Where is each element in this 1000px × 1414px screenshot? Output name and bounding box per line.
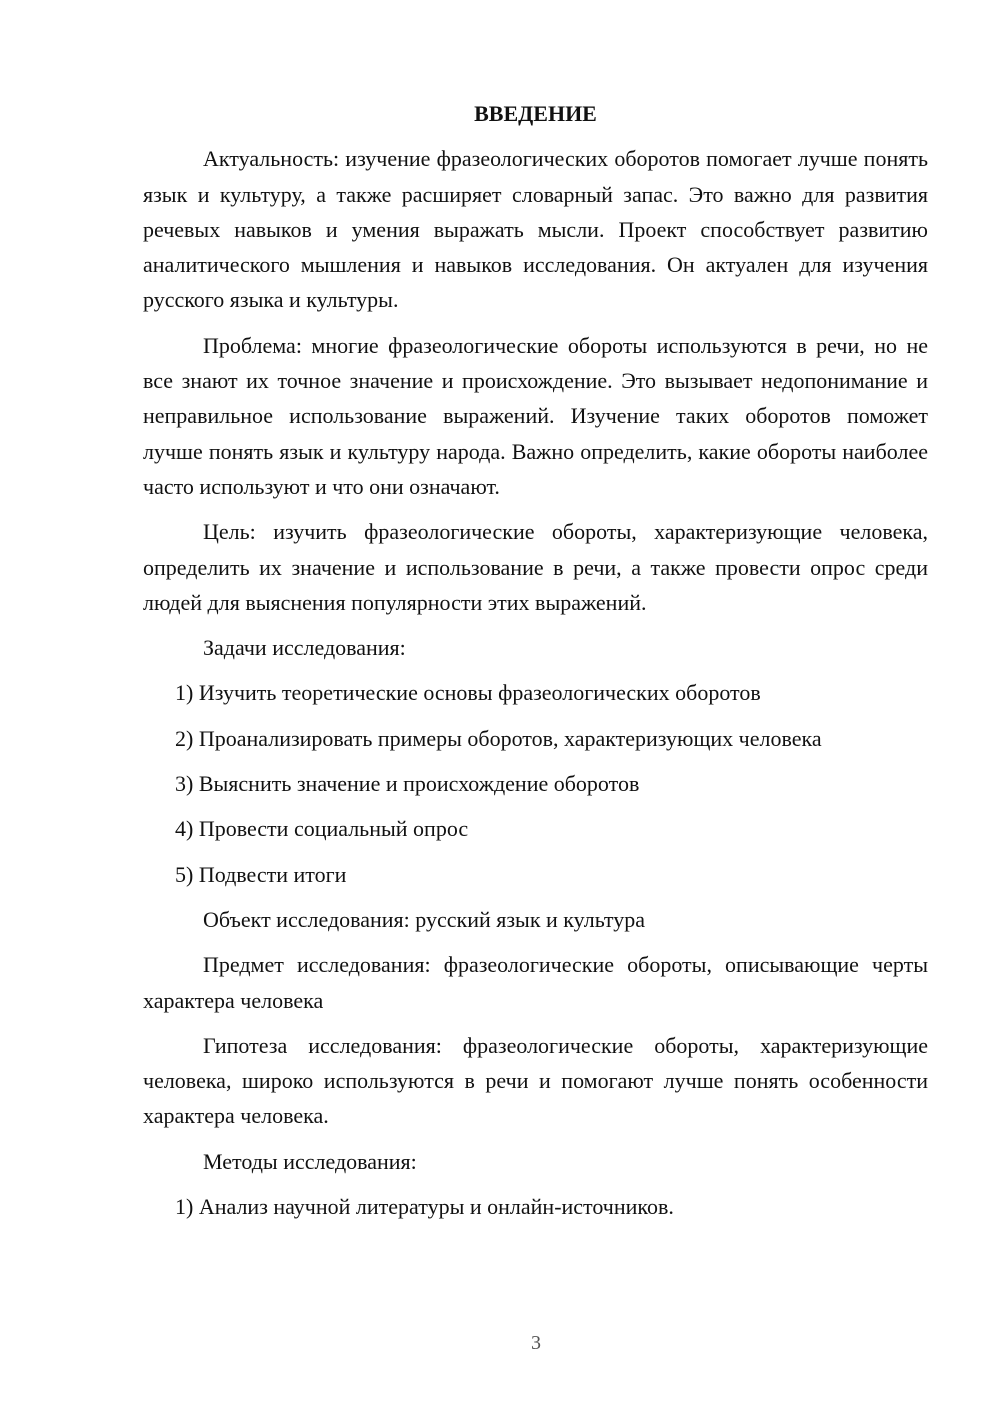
tasks-heading: Задачи исследования: bbox=[203, 635, 406, 661]
list-item: 4) Провести социальный опрос bbox=[175, 816, 469, 842]
list-item: 1) Анализ научной литературы и онлайн-источников. bbox=[175, 1194, 674, 1220]
problem-paragraph: Проблема: многие фразеологические обороты используются в речи, но не все знают их точное значение и происхождение. Это вызывает недопонимание и неправильное использование выражений. Изучение таких оборотов поможет лучше понять язык и культуру народа. Важно определить, какие обороты наиболее часто используют и что они означают. bbox=[143, 332, 928, 499]
list-item: 5) Подвести итоги bbox=[175, 861, 347, 887]
list-item: 2) Проанализировать примеры оборотов, характеризующих человека bbox=[175, 725, 822, 751]
list-item: 3) Выяснить значение и происхождение оборотов bbox=[175, 771, 640, 797]
page-number: 3 bbox=[531, 1332, 541, 1354]
methods-heading: Методы исследования: bbox=[203, 1148, 417, 1174]
list-item: 1) Изучить теоретические основы фразеологических оборотов bbox=[175, 680, 761, 706]
subject-paragraph: Предмет исследования: фразеологические обороты, описывающие черты характера человека bbox=[143, 952, 928, 1013]
goal-paragraph: Цель: изучить фразеологические обороты, характеризующие человека, определить их значение и использование в речи, а также провести опрос среди людей для выяснения популярности этих выражений. bbox=[143, 519, 928, 615]
object-paragraph: Объект исследования: русский язык и культура bbox=[203, 906, 645, 932]
page-title: ВВЕДЕНИЕ bbox=[474, 101, 597, 126]
tasks-list bbox=[143, 675, 928, 891]
methods-list bbox=[143, 1189, 928, 1224]
hypothesis-paragraph: Гипотеза исследования: фразеологические обороты, характеризующие человека, широко используются в речи и помогают лучше понять особенности характера человека. bbox=[143, 1032, 928, 1129]
relevance-paragraph: Актуальность: изучение фразеологических оборотов помогает лучше понять язык и культуру, а также расширяет словарный запас. Это важно для развития речевых навыков и умения выражать мысли. Проект способствует развитию аналитического мышления и навыков исследования. Он актуален для изучения русского языка и культуры. bbox=[143, 146, 928, 313]
